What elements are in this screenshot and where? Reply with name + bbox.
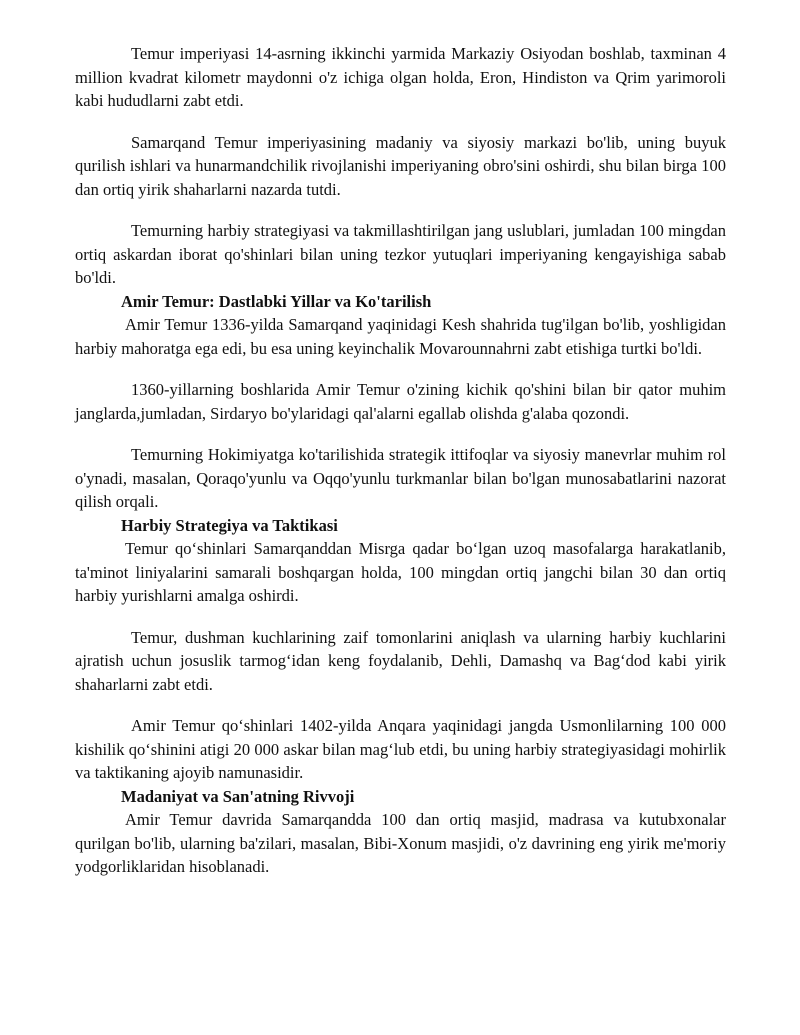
intro-paragraph-3: Temurning harbiy strategiyasi va takmillashtirilgan jang uslublari, jumladan 100 mingdan ortiq askardan iborat qo'shinlari bilan uning tezkor yutuqlari imperiyaning kengayishiga sabab bo'ldi. <box>75 221 726 287</box>
section-heading-military-strategy: Harbiy Strategiya va Taktikasi <box>121 515 338 535</box>
section2-paragraph-1: Temur qo‘shinlari Samarqanddan Misrga qadar bo‘lgan uzoq masofalarga harakatlanib, ta'minot liniyalarini samarali boshqargan holda, 100 mingdan ortiq jangchi bilan 30 dan ortiq harbiy yurishlarni amalga oshirdi. <box>75 539 726 605</box>
section3-paragraph-1: Amir Temur davrida Samarqandda 100 dan ortiq masjid, madrasa va kutubxonalar qurilgan bo'lib, ularning ba'zilari, masalan, Bibi-Xonum masjidi, o'z davrining eng yirik me'moriy yodgorliklaridan hisoblanadi. <box>75 810 726 876</box>
section1-paragraph-2: 1360-yillarning boshlarida Amir Temur o'zining kichik qo'shini bilan bir qator muhim janglarda,jumladan, Sirdaryo bo'ylaridagi qal'alarni egallab olishda g'alaba qozondi. <box>75 380 726 423</box>
section-heading-culture-art: Madaniyat va San'atning Rivvoji <box>121 786 355 806</box>
section1-paragraph-1: Amir Temur 1336-yilda Samarqand yaqinidagi Kesh shahrida tug'ilgan bo'lib, yoshligidan harbiy mahoratga ega edi, bu esa uning keyinchalik Movarounnahrni zabt etishiga turtki bo'ldi. <box>75 315 726 358</box>
intro-paragraph-2: Samarqand Temur imperiyasining madaniy va siyosiy markazi bo'lib, uning buyuk qurilish ishlari va hunarmandchilik rivojlanishi imperiyaning obro'sini oshirdi, shu bilan birga 100 dan ortiq yirik shaharlarni nazarda tutdi. <box>75 132 726 199</box>
section2-paragraph-2: Temur, dushman kuchlarining zaif tomonlarini aniqlash va ularning harbiy kuchlarini ajratish uchun josuslik tarmog‘idan keng foydalanib, Dehli, Damashq va Bag‘dod kabi yirik shaharlarni zabt etdi. <box>75 627 726 694</box>
section2-paragraph-3: Amir Temur qo‘shinlari 1402-yilda Anqara yaqinidagi jangda Usmonlilarning 100 000 kishilik qo‘shinini atigi 20 000 askar bilan mag‘lub etdi, bu uning harbiy strategiyasidagi mohirlik va taktikaning ajoyib namunasidir. <box>75 716 726 782</box>
intro-paragraph-1: Temur imperiyasi 14-asrning ikkinchi yarmida Markaziy Osiyodan boshlab, taxminan 4 million kvadrat kilometr maydonni o'z ichiga olgan holda, Eron, Hindiston va Qrim yarimoroli kabi hududlarni zabt etdi. <box>75 44 726 110</box>
section1-paragraph-3: Temurning Hokimiyatga ko'tarilishida strategik ittifoqlar va siyosiy manevrlar muhim rol o'ynadi, masalan, Qoraqo'yunlu va Oqqo'yunlu turkmanlar bilan bo'lgan munosabatlarini nazorat qilish orqali. <box>75 445 726 511</box>
section-heading-early-years: Amir Temur: Dastlabki Yillar va Ko'tarilish <box>121 291 432 311</box>
